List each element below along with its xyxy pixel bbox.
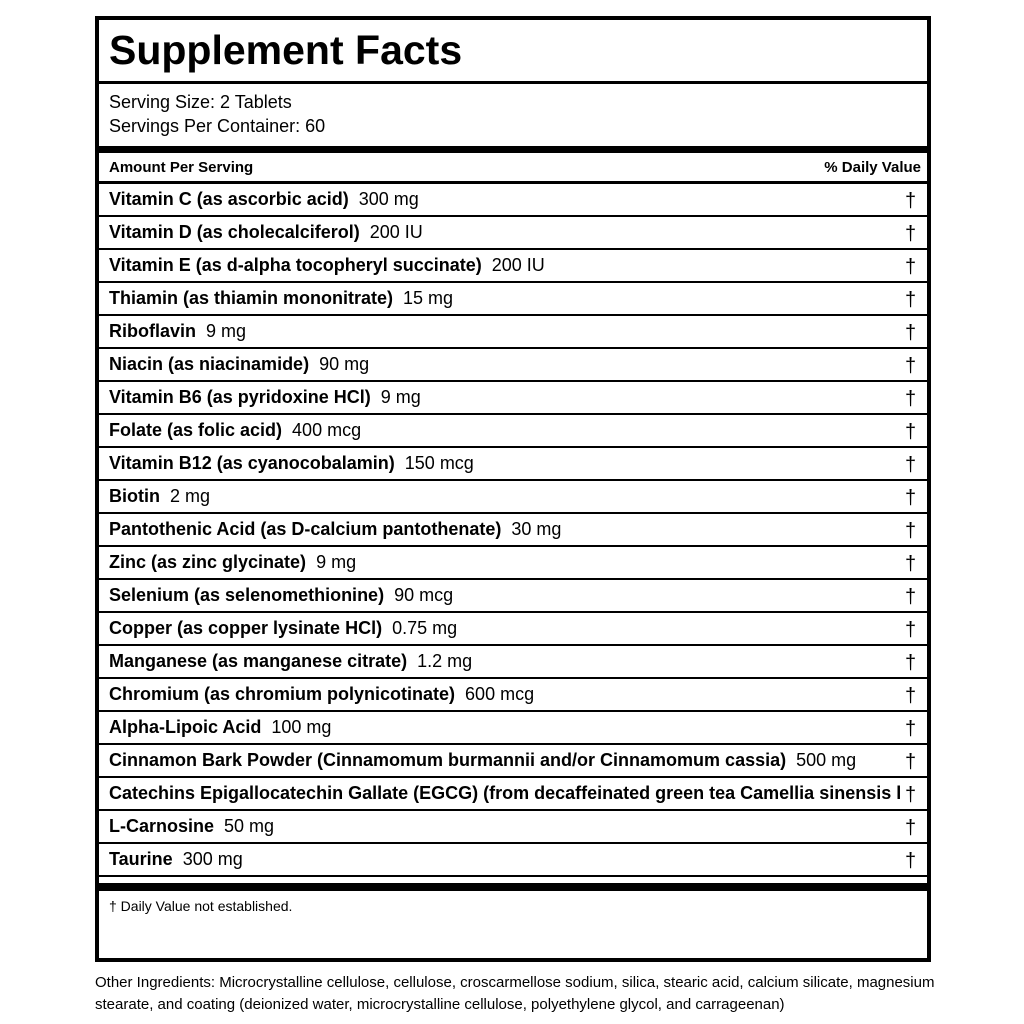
nutrient-row (99, 448, 927, 481)
nutrient-name: Catechins Epigallocatechin Gallate (EGCG) (from decaffeinated green tea Camellia sinensis l (109, 783, 902, 803)
nutrient-row (99, 283, 927, 316)
nutrient-row (99, 712, 927, 745)
supplement-facts-panel (95, 16, 931, 962)
nutrient-name: Vitamin B12 (as cyanocobalamin) (109, 453, 395, 473)
nutrient-row (99, 613, 927, 646)
nutrient-name: Pantothenic Acid (as D-calcium pantothenate) (109, 519, 502, 539)
nutrient-name: Riboflavin (109, 321, 197, 341)
nutrient-text (109, 287, 453, 309)
daily-value-dagger: † (905, 289, 917, 311)
nutrient-row (99, 844, 927, 877)
daily-value-dagger: † (905, 520, 917, 542)
nutrient-name: Manganese (as manganese citrate) (109, 651, 408, 671)
label-title: Supplement Facts (99, 20, 927, 84)
daily-value-dagger: † (905, 454, 917, 476)
nutrient-row (99, 547, 927, 580)
nutrient-text (109, 650, 472, 672)
nutrient-row (99, 415, 927, 448)
daily-value-dagger: † (905, 256, 917, 278)
nutrient-name: Folate (as folic acid) (109, 420, 283, 440)
nutrient-name: Selenium (as selenomethionine) (109, 585, 385, 605)
nutrient-rows (99, 184, 927, 877)
nutrient-row (99, 514, 927, 547)
nutrient-row (99, 316, 927, 349)
nutrient-row (99, 679, 927, 712)
nutrient-text (109, 221, 423, 243)
nutrient-text (109, 848, 243, 870)
nutrient-name: Niacin (as niacinamide) (109, 354, 310, 374)
nutrient-row (99, 250, 927, 283)
nutrient-name: Cinnamon Bark Powder (Cinnamomum burmannii and/or Cinnamomum cassia) (109, 750, 787, 770)
nutrient-text (109, 518, 561, 540)
nutrient-text (109, 320, 246, 342)
daily-value-dagger: † (905, 586, 917, 608)
other-ingredients: Other Ingredients: Microcrystalline cellulose, cellulose, croscarmellose sodium, silica, stearic acid, calcium silicate, magnesium stearate, and coating (deionized water, microcrystalline cellulose, polyethylene glycol, and carrageenan) (95, 974, 935, 1013)
nutrient-name: Taurine (109, 849, 173, 869)
nutrient-name: Biotin (109, 486, 160, 506)
daily-value-dagger: † (905, 619, 917, 641)
nutrient-amount: 15 mg (403, 288, 454, 308)
nutrient-amount: 9 mg (206, 321, 247, 341)
servings-per-container: Servings Per Container: 60 (109, 116, 326, 136)
daily-value-dagger: † (905, 652, 917, 674)
nutrient-amount: 300 mg (182, 849, 243, 869)
nutrient-text (109, 386, 421, 408)
nutrient-amount: 90 mg (319, 354, 370, 374)
daily-value-dagger: † (905, 685, 917, 707)
nutrient-amount: 9 mg (316, 552, 357, 572)
nutrient-text (109, 683, 534, 705)
serving-info (99, 84, 927, 146)
nutrient-text (109, 419, 361, 441)
nutrient-name: Vitamin C (as ascorbic acid) (109, 189, 349, 209)
nutrient-amount: 90 mcg (394, 585, 454, 605)
nutrient-row (99, 349, 927, 382)
footnote: † Daily Value not established. (109, 898, 293, 914)
nutrient-amount: 600 mcg (465, 684, 535, 704)
daily-value-dagger: † (905, 223, 917, 245)
thick-divider (99, 146, 927, 153)
nutrient-name: Chromium (as chromium polynicotinate) (109, 684, 456, 704)
nutrient-amount: 150 mcg (404, 453, 474, 473)
daily-value-dagger: † (905, 388, 917, 410)
amount-per-serving-header: Amount Per Serving (109, 158, 254, 176)
nutrient-row (99, 745, 927, 778)
nutrient-name: Vitamin D (as cholecalciferol) (109, 222, 360, 242)
nutrient-amount: 200 IU (369, 222, 423, 242)
nutrient-name: Alpha-Lipoic Acid (109, 717, 262, 737)
nutrient-amount: 0.75 mg (392, 618, 458, 638)
daily-value-dagger: † (905, 718, 917, 740)
nutrient-text (109, 815, 274, 837)
nutrient-text (109, 716, 331, 738)
nutrient-text (109, 584, 453, 606)
nutrient-row (99, 382, 927, 415)
nutrient-text (109, 485, 210, 507)
nutrient-text (109, 254, 545, 276)
nutrient-amount: 1.2 mg (417, 651, 473, 671)
daily-value-dagger: † (905, 850, 917, 872)
nutrient-row (99, 481, 927, 514)
nutrient-text (109, 617, 457, 639)
nutrient-text (109, 188, 419, 210)
nutrient-text (109, 353, 369, 375)
nutrient-name: Copper (as copper lysinate HCl) (109, 618, 383, 638)
nutrient-amount: 400 mcg (292, 420, 362, 440)
nutrient-amount: 2 mg (170, 486, 211, 506)
daily-value-dagger: † (905, 421, 917, 443)
nutrient-amount: 30 mg (511, 519, 562, 539)
nutrient-row (99, 646, 927, 679)
nutrient-row (99, 778, 927, 811)
daily-value-header: % Daily Value (824, 158, 921, 176)
nutrient-amount: 300 mg (358, 189, 419, 209)
daily-value-dagger: † (905, 322, 917, 344)
daily-value-dagger: † (905, 817, 917, 839)
serving-size: Serving Size: 2 Tablets (109, 92, 292, 112)
nutrient-amount: 500 mg (796, 750, 857, 770)
nutrient-amount: 50 mg (224, 816, 275, 836)
nutrient-text (109, 749, 856, 771)
nutrient-amount: 200 IU (491, 255, 545, 275)
daily-value-dagger: † (905, 784, 917, 806)
column-header (99, 153, 927, 184)
nutrient-text (109, 551, 356, 573)
daily-value-dagger: † (905, 553, 917, 575)
nutrient-name: Zinc (as zinc glycinate) (109, 552, 307, 572)
daily-value-dagger: † (905, 751, 917, 773)
nutrient-row (99, 811, 927, 844)
nutrient-amount: 9 mg (380, 387, 421, 407)
nutrient-name: Vitamin E (as d-alpha tocopheryl succinate) (109, 255, 482, 275)
daily-value-dagger: † (905, 190, 917, 212)
bottom-divider (99, 883, 927, 891)
nutrient-name: L-Carnosine (109, 816, 215, 836)
nutrient-row (99, 217, 927, 250)
daily-value-dagger: † (905, 355, 917, 377)
nutrient-name: Thiamin (as thiamin mononitrate) (109, 288, 394, 308)
nutrient-text (109, 452, 474, 474)
nutrient-text (109, 782, 901, 804)
nutrient-name: Vitamin B6 (as pyridoxine HCl) (109, 387, 371, 407)
daily-value-dagger: † (905, 487, 917, 509)
nutrient-amount: 100 mg (271, 717, 332, 737)
nutrient-row (99, 184, 927, 217)
nutrient-row (99, 580, 927, 613)
